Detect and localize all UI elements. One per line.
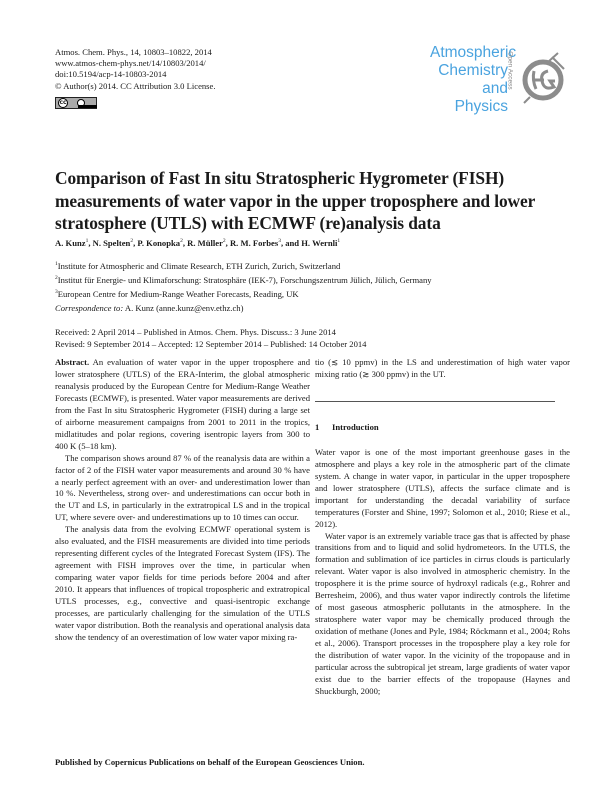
logo-line-2: Chemistry [438,62,508,79]
author-name: H. Wernli [301,238,338,248]
author-name: A. Kunz [55,238,86,248]
intro-paragraph: Water vapor is one of the most important greenhouse gases in the atmosphere and plays a key role in the atmospheric part of the climate system. A change in water vapor, in particular in the upper troposphere and lower stratosphere (UTLS), affects the surface climate and is important for understanding the decadal variability of surface temperatures (Forster and Shine, 1997; Solomon et al., 2010; Riese et al., 2012). [315,446,570,529]
author-affiliation-mark: 1 [85,238,89,245]
author-list [55,238,340,248]
correspondence-label: Correspondence to: [55,303,124,313]
abstract-paragraph: The analysis data from the evolving ECMWF operational system is also evaluated, and the FISH measurements are divided into time periods representing different cycles of the Integrated Forecast System (IFS). The agreement with FISH improves over the time, in particular when comparing water vapor fields for time periods before 2004 and after 2010. It appears that influences of tropical tropospheric and extratropical UTLS processes, e.g., convective and quasi-isentropic exchange processes, are particularly challenging for the simulation of the UTLS water vapor distribution. Both the reanalysis and operational analysis data show the tendency of an overestimation of low water vapor mixing ra- [55,524,310,642]
affiliation-text: European Centre for Medium-Range Weather Forecasts, Reading, UK [57,288,299,299]
author-affiliation-mark: 2 [180,238,183,245]
affiliation-number: 3 [55,288,58,295]
author-separator: , [182,238,188,248]
dates-line-1: Received: 2 April 2014 – Published in Atmos. Chem. Phys. Discuss.: 3 June 2014 [55,327,336,337]
correspondence-contact[interactable]: A. Kunz (anne.kunz@env.ethz.ch) [124,303,244,313]
open-access-text: Open Access [506,51,514,90]
author-affiliation-mark: 1 [337,238,341,245]
publisher-footer: Published by Copernicus Publications on behalf of the European Geosciences Union. [55,757,365,767]
intro-paragraph: Water vapor is an extremely variable trace gas that is affected by phase transitions from and to liquid and solid hydrometeors. In the UTLS, the formation and sublimation of ice particles in cirrus clouds is particularly relevant. Water vapor is also involved in atmospheric chemistry. In the troposphere it is the prime source of hydroxyl radicals (e.g., Rohrer and Berresheim, 2006), and thus water vapor indirectly controls the lifetime of most gaseous atmospheric pollutants in the atmosphere. In the stratosphere water vapor may be chemically produced through the oxidation of methane (Jones and Pyle, 1984; Röckmann et al., 2004; Rohs et al., 2006). Transport processes in the troposphere play a key role for the distribution of water vapor. In the vicinity of the tropopause and in particular across the subtropical jet stream, large gradients of water vapor exist due to the barrier effects of the tropopause (Haynes and Shuckburgh, 2000; [315,530,570,696]
author-affiliation-mark: 2 [130,238,134,245]
journal-header-meta [55,47,216,92]
abstract-heading: Abstract. [55,357,90,367]
abstract-text: An evaluation of water vapor in the upper troposphere and lower stratosphere (UTLS) of the ERA-Interim, the global atmospheric reanalysis produced by the European Centre for Medium-Range Weather Forecasts (ECMWF), is presented. Water vapor measurements are derived from the Fast In situ Stratospheric Hygrometer (FISH) during a large set of airborne measurement campaigns from 2001 to 2011 in the tropics, midlatitudes and polar regions, covering isentropic layers from 300 to 400 K (5–18 km). [55,357,310,451]
doi-line[interactable]: doi:10.5194/acp-14-10803-2014 [55,69,167,80]
paper-title: Comparison of Fast In situ Stratospheric Hygrometer (FISH) measurements of water vapor in the upper troposphere and lower stratosphere (UTLS) with ECMWF (re)analysis data [55,168,535,233]
author-affiliation-mark: 2 [222,238,226,245]
affiliation-number: 2 [55,274,58,281]
cc-by-icon[interactable] [55,97,97,109]
affiliation-text: Institut für Energie- und Klimaforschung: Stratosphäre (IEK-7), Forschungszentrum Jülich, Jülich, Germany [57,274,432,285]
section-number: 1 [315,421,320,432]
author-separator: , [88,238,93,248]
abstract-divider [315,401,555,402]
logo-line-3: and Physics [454,80,508,115]
publication-dates [55,326,366,350]
affiliation-text: Institute for Atmospheric and Climate Research, ETH Zurich, Zurich, Switzerland [57,260,341,271]
affiliation-item [55,272,432,286]
author-separator: , [133,238,138,248]
author-name: N. Spelten [92,238,131,248]
journal-url[interactable]: www.atmos-chem-phys.net/14/10803/2014/ [55,58,206,69]
abstract-paragraph: The comparison shows around 87 % of the reanalysis data are within a factor of 2 of the FISH water vapor measurements and around 30 % have a nearly perfect agreement with an over- and underestimation lower than 10 %. Nevertheless, strong over- and underestimations can occur both in the UT and LS, in particularly in the extratropical LS and in the tropical UT, where severe over- and underestimations up to 10 times can occur. [55,452,310,523]
author-name: P. Konopka [137,238,181,248]
author-separator: , and [280,238,302,248]
abstract-column [55,357,310,644]
correspondence [55,303,243,313]
dates-line-2: Revised: 9 September 2014 – Accepted: 12 September 2014 – Published: 14 October 2014 [55,339,367,349]
citation-line: Atmos. Chem. Phys., 14, 10803–10822, 2014 [55,47,212,57]
right-column [315,357,570,698]
author-name: R. Müller [187,238,223,248]
affiliation-item [55,286,432,300]
affiliation-item [55,258,432,272]
logo-line-1: Atmospheric [430,44,517,61]
abstract-continuation: tio (≲ 10 ppmv) in the LS and underestimation of high water vapor mixing ratio (≳ 300 ppmv) in the UT. [315,357,570,379]
egu-globe-icon [518,47,576,105]
cc-circle-icon: cc [59,99,67,106]
badge-bar [78,105,97,108]
author-name: R. M. Forbes [229,238,279,248]
affiliation-list [55,258,432,300]
affiliation-number: 1 [55,261,58,267]
author-separator: , [225,238,230,248]
license-line: © Author(s) 2014. CC Attribution 3.0 License. [55,80,216,91]
open-access-label [504,47,514,99]
author-affiliation-mark: 3 [278,238,281,245]
section-title: Introduction [332,421,379,432]
section-heading-introduction [315,422,570,434]
abstract-paragraph [55,357,310,453]
